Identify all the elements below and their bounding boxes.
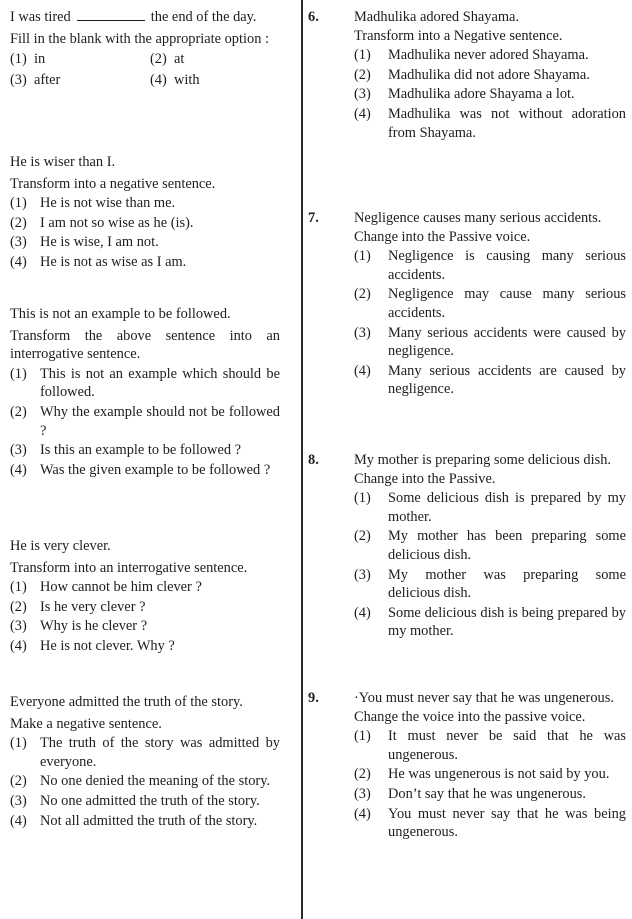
option-4: (4) Many serious accidents are caused by negligence. (354, 362, 626, 398)
question-number: 8. (308, 452, 319, 468)
option-2: (2) No one denied the meaning of the story. (10, 773, 271, 790)
option-4: (4) Some delicious dish is being prepared by my mother. (354, 604, 626, 640)
options-grid (10, 50, 280, 89)
option-3: (3) Don’t say that he was ungenerous. (354, 785, 586, 802)
option-2: (2) Is he very clever ? (10, 598, 146, 615)
question-stem: Madhulika adored Shayama. (354, 9, 520, 25)
option-4: (4) Not all admitted the truth of the story. (10, 812, 258, 829)
option-3: (3) Is this an example to be followed ? (10, 442, 242, 459)
option-1: (1) in (10, 51, 46, 68)
question-8 (308, 451, 626, 641)
question-instruction: Transform into a negative sentence. (10, 175, 216, 192)
question-truth (10, 693, 280, 830)
stem-part-b: the end of the day. (150, 9, 257, 25)
option-2: (2) He was ungenerous is not said by you. (354, 766, 610, 783)
question-stem: This is not an example to be followed. (10, 306, 231, 322)
option-2: (2) Madhulika did not adore Shayama. (354, 66, 590, 83)
question-instruction: Transform the above sentence into an interrogative sentence. (10, 327, 280, 363)
option-3: (3) Why is he clever ? (10, 618, 148, 635)
question-7 (308, 209, 626, 399)
option-3: (3) after (10, 71, 61, 88)
question-9 (308, 689, 626, 842)
option-2: (2) I am not so wise as he (is). (10, 214, 194, 231)
question-stem: ·You must never say that he was ungenerous. (354, 690, 614, 706)
option-3: (3) He is wise, I am not. (10, 234, 159, 251)
option-1: (1) It must never be said that he was ungenerous. (354, 728, 626, 763)
option-3: (3) Many serious accidents were caused by negligence. (354, 324, 626, 360)
option-2: (2) at (150, 51, 185, 68)
question-instruction: Change the voice into the passive voice. (354, 708, 586, 725)
option-4: (4) He is not clever. Why ? (10, 637, 175, 654)
option-3: (3) Madhulika adore Shayama a lot. (354, 86, 575, 103)
option-4: (4) Madhulika was not without adoration from Shayama. (354, 105, 626, 141)
question-instruction: Change into the Passive. (354, 470, 496, 487)
option-1: (1) The truth of the story was admitted by everyone. (10, 735, 280, 770)
option-1: (1) He is not wise than me. (10, 195, 176, 212)
question-instruction: Fill in the blank with the appropriate option : (10, 30, 269, 47)
option-4: (4) You must never say that he was being ungenerous. (354, 805, 626, 841)
option-1: (1) Negligence is causing many serious accidents. (354, 248, 626, 283)
question-example (10, 305, 280, 479)
option-2: (2) My mother has been preparing some delicious dish. (354, 528, 626, 563)
fill-blank (77, 8, 145, 21)
question-instruction: Transform into a Negative sentence. (354, 27, 563, 44)
question-number: 7. (308, 210, 319, 226)
option-4: (4) He is not as wise as I am. (10, 253, 187, 270)
question-stem: He is wiser than I. (10, 154, 116, 170)
question-6 (308, 8, 626, 142)
question-instruction: Change into the Passive voice. (354, 228, 531, 245)
option-2: (2) Why the example should not be followed ? (10, 403, 280, 439)
option-3: (3) No one admitted the truth of the story. (10, 792, 260, 809)
option-3: (3) My mother was preparing some delicious dish. (354, 566, 626, 602)
option-1: (1) Some delicious dish is prepared by my mother. (354, 490, 626, 525)
option-1: (1) Madhulika never adored Shayama. (354, 47, 589, 64)
question-wiser (10, 153, 280, 272)
stem-part-a: I was tired (10, 9, 71, 25)
question-stem: Negligence causes many serious accidents. (354, 210, 602, 226)
question-number: 6. (308, 9, 319, 25)
question-stem: My mother is preparing some delicious dish. (354, 452, 611, 468)
question-instruction: Make a negative sentence. (10, 715, 162, 732)
option-1: (1) How cannot be him clever ? (10, 579, 202, 596)
question-tired (10, 8, 280, 89)
question-stem: Everyone admitted the truth of the story. (10, 694, 243, 710)
question-number: 9. (308, 690, 319, 706)
option-2: (2) Negligence may cause many serious accidents. (354, 286, 626, 321)
option-1: (1) This is not an example which should be followed. (10, 365, 280, 401)
question-instruction: Transform into an interrogative sentence. (10, 559, 248, 576)
question-stem: He is very clever. (10, 538, 111, 554)
option-4: (4) with (150, 71, 200, 88)
option-4: (4) Was the given example to be followed ? (10, 461, 271, 478)
question-stem (10, 8, 280, 27)
question-clever (10, 537, 280, 656)
column-divider (301, 0, 303, 919)
